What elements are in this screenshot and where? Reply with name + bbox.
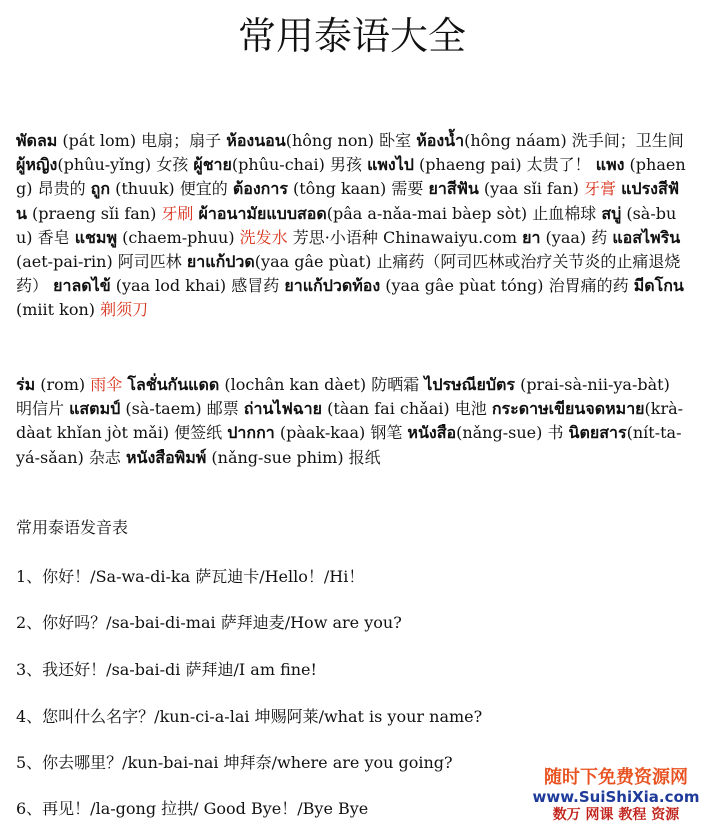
thai-word: พัดลม [16, 131, 58, 150]
gloss-text: (rom) [35, 375, 91, 394]
gloss-text: (miit kon) [16, 300, 101, 320]
highlighted-term: 剃须刀 [100, 300, 149, 320]
gloss-text: (tông kaan) 需要 [287, 179, 429, 199]
thai-word: สบู่ [601, 203, 622, 223]
thai-word: หนังสือ [407, 423, 457, 443]
gloss-text: (prai-sà-nii-ya-bàt) 明信片 [16, 375, 670, 419]
thai-word: ยาลดไข้ [53, 276, 111, 296]
gloss-text: (nǎng-sue) 书 [456, 423, 569, 443]
gloss-text: (phûu-chai) 男孩 [231, 155, 368, 175]
thai-word: ยาสีฟัน [428, 179, 479, 199]
gloss-text: (pâa a-nǎa-mai bàep sòt) 止血棉球 [326, 203, 602, 223]
phrase-line: 1、你好！/Sa-wa-di-ka 萨瓦迪卡/Hello！/Hi！ [16, 567, 365, 586]
thai-word: ปากกา [227, 423, 275, 443]
gloss-text: (tàan fai chǎai) 电池 [322, 399, 492, 419]
section-heading: 常用泰语发音表 [16, 518, 129, 537]
highlighted-term: 洗发水 [239, 227, 288, 247]
phrase-line: 3、我还好！/sa-bai-di 萨拜迪/I am fine! [16, 660, 317, 679]
thai-word: ถูก [90, 179, 111, 199]
thai-word: แสตมป์ [69, 399, 121, 419]
gloss-text: (pàak-kaa) 钢笔 [274, 423, 408, 443]
thai-word: ร่ม [16, 375, 36, 394]
thai-word: แปรงสีฟัน [16, 179, 680, 223]
thai-word: โลชั่นกันแดด [127, 375, 220, 394]
phrase-line: 4、您叫什么名字？/kun-ci-a-lai 坤赐阿莱/what is your name? [16, 707, 483, 726]
thai-word: แอสไพริน [612, 227, 681, 247]
gloss-text: (phûu-yǐng) 女孩 [57, 155, 194, 175]
gloss-text: (lochân kan dàet) 防晒霜 [219, 375, 425, 394]
highlighted-term: 牙膏 [584, 179, 617, 199]
thai-word: ถ่านไฟฉาย [243, 399, 323, 419]
gloss-text: (yaa) 药 [540, 227, 613, 247]
vocab-paragraph-1 [16, 129, 688, 323]
watermark-line-3: 数万 网课 教程 资源 [552, 807, 680, 823]
thai-word: ต้องการ [232, 179, 288, 199]
thai-word: ไปรษณียบัตร [424, 375, 515, 394]
thai-word: ยาแก้ปวดท้อง [284, 276, 381, 296]
gloss-text: 芳思·小语种 Chinawaiyu.com [287, 227, 523, 247]
gloss-text: (yaa gâe pùat tóng) 治胃痛的药 [380, 276, 634, 296]
phrase-line: 2、你好吗？/sa-bai-di-mai 萨拜迪麦/How are you? [16, 613, 402, 632]
thai-word: ยา [522, 227, 541, 247]
thai-word: แพงไป [367, 155, 414, 175]
thai-word: กระดาษเขียนจดหมาย [491, 399, 645, 419]
gloss-text: (yaa gâe pùat) 止痛药（阿司匹林或治疗关节炎的止痛退烧药） [16, 252, 681, 296]
thai-word: หนังสือพิมพ์ [126, 447, 207, 467]
thai-word: ยาแก้ปวด [186, 252, 255, 272]
thai-word: ผ้าอนามัยแบบสอด [198, 203, 327, 223]
gloss-text: (hông non) 卧室 [285, 131, 417, 150]
phrase-line: 5、你去哪里？/kun-bai-nai 坤拜奈/where are you going? [16, 753, 453, 772]
highlighted-term: 牙刷 [161, 203, 194, 223]
gloss-text: (krà-dàat khǐan jòt mǎi) 便签纸 [16, 399, 684, 443]
thai-word: นิตยสาร [568, 423, 627, 443]
vocab-paragraph-2 [16, 373, 688, 470]
watermark-line-2: www.SuiShiXia.com [532, 788, 700, 806]
thai-word: ห้องนอน [226, 131, 286, 150]
thai-word: แพง [595, 155, 625, 175]
gloss-text: (nít-ta-yá-sǎan) 杂志 [16, 423, 682, 467]
thai-word: ผู้หญิง [16, 155, 58, 175]
watermark-line-1: 随时下免费资源网 [544, 767, 688, 788]
gloss-text: (praeng sǐi fan) [26, 203, 162, 223]
thai-word: มีดโกน [633, 276, 684, 296]
gloss-text: (nǎng-sue phim) 报纸 [206, 447, 381, 467]
gloss-text: (chaem-phuu) [117, 227, 240, 247]
thai-word: ผู้ชาย [193, 155, 232, 175]
phrase-line: 6、再见！/la-gong 拉拱/ Good Bye！/Bye Bye [16, 799, 369, 818]
gloss-text: (phaeng) 昂贵的 [16, 155, 686, 199]
watermark [532, 768, 700, 824]
gloss-text: (sà-taem) 邮票 [120, 399, 244, 419]
gloss-text: (thuuk) 便宜的 [110, 179, 233, 199]
gloss-text: (yaa sǐi fan) [478, 179, 584, 199]
gloss-text: (phaeng pai) 太贵了！ [413, 155, 596, 175]
thai-word: แชมพู [74, 227, 117, 247]
gloss-text: (pát lom) 电扇；扇子 [57, 131, 227, 150]
gloss-text: (aet-pai-rin) 阿司匹林 [16, 252, 187, 272]
gloss-text: (yaa lod khai) 感冒药 [110, 276, 285, 296]
highlighted-term: 雨伞 [90, 375, 123, 394]
gloss-text: (hông náam) 洗手间；卫生间 [464, 131, 684, 150]
thai-word: ห้องน้ำ [416, 131, 465, 150]
page-title: 常用泰语大全 [237, 14, 466, 58]
gloss-text: (sà-buu) 香皂 [16, 203, 677, 247]
